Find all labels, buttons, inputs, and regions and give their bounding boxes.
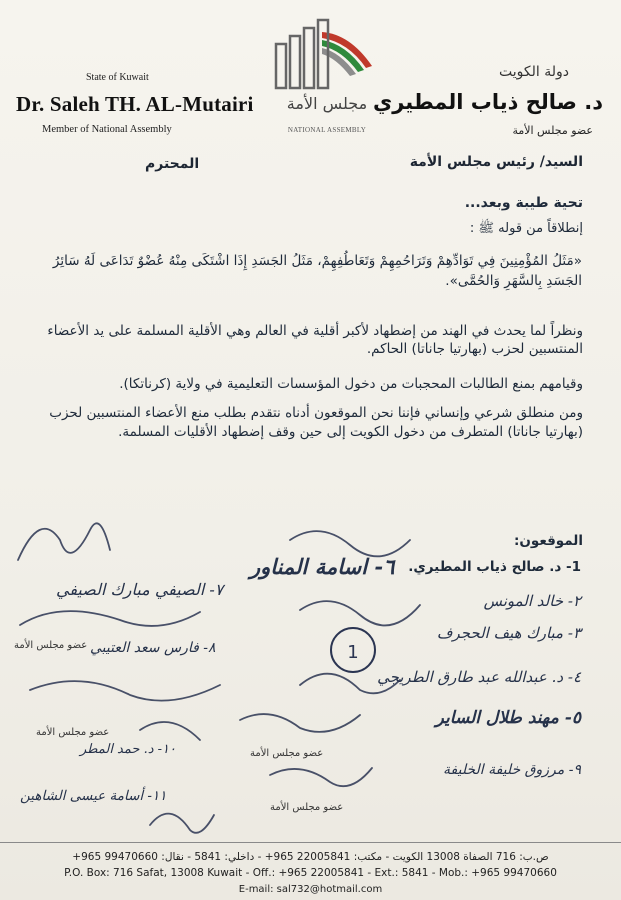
stamp-label: عضو مجلس الأمة [14,640,88,651]
paragraph-2: وقيامهم بمنع الطالبات المحجبات من دخول المؤسسات التعليمية في ولاية (كرناتكا). [119,376,583,392]
greeting: تحية طيبة وبعد... [464,195,583,211]
signature-stroke [300,601,420,625]
signer-handwritten: ٥- مهند طلال الساير [435,708,581,728]
footer-contact-ar: ص.ب: 716 الصفاة 13008 الكويت - مكتب: 22005841 965+ - داخلي: 5841 - نقال: 99470660 965+ [72,851,549,863]
intro-line: إنطلاقاً من قوله ﷺ : [469,221,583,236]
paragraph-1: ونظراً لما يحدث في الهند من إضطهاد لأكبر أقلية في العالم وهي الأقلية المسلمة على يد الأعضاء المنتسبين لحزب (بهارتيا جاناتا) الحاكم. [47,323,583,358]
signer-handwritten: ٨- فارس سعد العتيبي [90,640,216,656]
header-state-ar: دولة الكويت [499,64,569,80]
signer-handwritten: ١٠- د. حمد المطر [80,742,176,757]
header-role-en: Member of National Assembly [42,124,172,135]
salutation-honorific: المحترم [145,156,200,172]
footer-email: E-mail: sal732@hotmail.com [238,884,383,895]
paragraph-3: ومن منطلق شرعي وإنساني فإننا نحن الموقعون أدناه نتقدم بطلب منع الأعضاء المنتسبين لحزب (بهارتيا جاناتا) المتطرف من دخول الكويت إلى حين وقف إضطهاد الأقليات المسلمة. [49,405,583,440]
footer-divider [0,842,621,843]
national-assembly-logo-icon [270,14,382,92]
signature-stroke [18,523,110,560]
signer-handwritten: ٣- مبارك هيف الحجرف [436,624,581,642]
signature-stroke [140,722,200,740]
signer-handwritten: ٩- مرزوق خليفة الخليفة [443,762,581,778]
signer-handwritten: ٧- الصيفي مبارك الصيفي [56,580,224,599]
signature-stroke [300,674,400,694]
salutation-recipient: السيد/ رئيس مجلس الأمة [409,154,583,170]
header-name-ar: د. صالح ذياب المطيري [372,90,603,114]
footer-contact-en: P.O. Box: 716 Safat, 13008 Kuwait - Off.: +965 22005841 - Ext.: 5841 - Mob.: +965 99470660 [64,867,557,879]
signer-handwritten: ٢- خالد المونس [483,592,581,610]
stamp-label: عضو مجلس الأمة [36,727,110,738]
stamp-label: عضو مجلس الأمة [270,802,344,813]
signature-stroke [270,768,372,786]
header-state-en: State of Kuwait [86,72,149,83]
header-name-en: Dr. Saleh TH. AL-Mutairi [16,92,254,116]
logo-text-ar: مجلس الأمة [286,94,368,113]
logo-text-en: NATIONAL ASSEMBLY [287,126,367,134]
header-role-ar: عضو مجلس الأمة [512,124,593,137]
signature-stroke [150,814,214,833]
signature-stroke [240,714,360,732]
signature-stroke [290,531,410,556]
signature-scribbles [0,500,621,845]
signers-title: الموقعون: [513,533,583,549]
stamp-label: عضو مجلس الأمة [250,748,324,759]
numbered-stamp-text: 1 [347,642,359,663]
signer-1: 1- د. صالح ذياب المطيري. [408,559,581,575]
signer-handwritten: ٤- د. عبدالله عبد طارق الطريجي [377,668,581,686]
signer-handwritten: ١١- أسامة عيسى الشاهين [20,788,167,804]
hadith-quote: «مَثَلُ المُؤْمِنِينَ فِي تَوَادِّهِمْ وَتَرَاحُمِهِمْ وَتَعَاطُفِهِمْ، مَثَلُ الجَسَدِ إِذَا اشْتَكَى مِنْهُ عُضْوٌ تَدَاعَى لَهُ سَائِرُ الجَسَدِ بِالسَّهَرِ وَالحُمَّى». [52,253,582,289]
signer-handwritten: ٦- اسامة المناور [250,554,395,579]
signature-stroke [30,681,220,701]
signature-stroke [20,611,200,626]
